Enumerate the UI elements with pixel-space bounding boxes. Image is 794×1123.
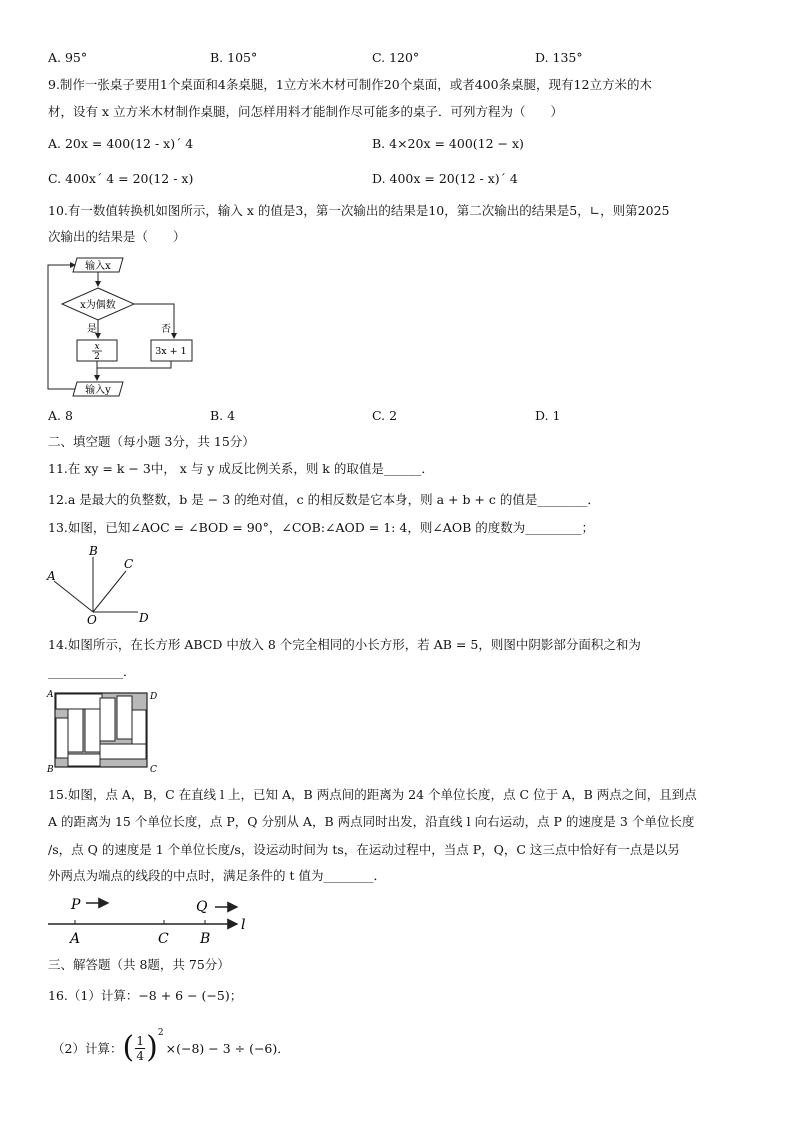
flow-yes-label: 是 <box>87 324 97 335</box>
label-o: O <box>87 613 97 626</box>
q8-option-d: D. 135° <box>535 50 583 65</box>
ray-oa <box>54 581 93 612</box>
section-3-heading: 三、解答题（共 8题，共 75分） <box>48 957 230 972</box>
paren-open: ( <box>122 1030 135 1065</box>
q9-option-d: D. 400x = 20(12 - x)´ 4 <box>372 171 518 186</box>
flow-condition-label: x为偶数 <box>80 300 116 311</box>
label-c: C <box>124 557 134 571</box>
small-rect-9 <box>68 754 100 766</box>
q13-text: 13.如图，已知∠AOC = ∠BOD = 90°，∠COB:∠AOD = 1: 4，则∠AOB 的度数为_________； <box>48 520 594 535</box>
ray-oc <box>93 571 126 612</box>
q15-stem-line3: /s，点 Q 的速度是 1 个单位长度/s，设运动时间为 ts，在运动过程中，当点 P，Q，C 这三点中恰好有一点是以另 <box>48 842 680 857</box>
label-l: l <box>241 917 246 933</box>
small-rect-8 <box>100 744 146 759</box>
fraction-denominator: 4 <box>136 1048 144 1063</box>
q13-angle-figure <box>42 544 162 626</box>
flow-even-num: x <box>94 342 100 352</box>
q14-stem-line1: 14.如图所示，在长方形 ABCD 中放入 8 个完全相同的小长方形，若 AB = 5，则图中阴影部分面积之和为 <box>48 637 641 652</box>
flow-even-den: 2 <box>94 352 100 362</box>
small-rect-6 <box>100 698 115 741</box>
q15-number-line-figure <box>44 892 264 948</box>
small-rect-5 <box>85 709 100 752</box>
small-rect-2 <box>117 696 132 739</box>
q10-stem-line1: 10.有一数值转换机如图所示，输入 x 的值是3，第一次输出的结果是10，第二次输出的结果是5，∟，则第2025 <box>48 203 670 218</box>
q16-part2 <box>52 1026 290 1070</box>
label-c: C <box>158 931 169 947</box>
flow-odd-label: 3x + 1 <box>155 346 187 357</box>
flow-output-label: 输入y <box>85 385 111 396</box>
q16-part1: 16.（1）计算：−8 + 6 − (−5)； <box>48 988 243 1003</box>
label-c: C <box>150 765 157 774</box>
paren-close: ) <box>146 1030 158 1065</box>
q16-part2-rest: ×(−8) − 3 ÷ (−6)． <box>165 1041 290 1056</box>
label-a: A <box>47 569 56 583</box>
exponent: 2 <box>157 1028 164 1038</box>
q10-option-c: C. 2 <box>372 408 398 423</box>
label-q: Q <box>196 899 208 915</box>
small-rect-4 <box>56 718 68 758</box>
q12-text: 12.a 是最大的负整数，b 是 − 3 的绝对值，c 的相反数是它本身，则 a + b + c 的值是________． <box>48 492 600 507</box>
flow-no-label: 否 <box>161 324 171 335</box>
q9-stem-line1: 9.制作一张桌子要用1个桌面和4条桌腿，1立方米木材可制作20个桌面，或者400条桌腿，现有12立方米的木 <box>48 77 652 92</box>
label-b: B <box>89 544 98 558</box>
q10-option-a: A. 8 <box>48 408 73 423</box>
q16-part2-prefix: （2）计算： <box>52 1041 123 1056</box>
label-d: D <box>139 611 149 625</box>
small-rect-3 <box>68 709 83 752</box>
fraction <box>135 1034 145 1063</box>
fraction-numerator: 1 <box>136 1033 144 1048</box>
q14-rectangle-figure <box>44 688 164 774</box>
q10-flowchart <box>40 252 210 404</box>
q8-option-a: A. 95° <box>48 50 88 65</box>
label-b: B <box>47 765 54 774</box>
label-a: A <box>47 690 54 700</box>
label-b: B <box>200 931 211 947</box>
q8-option-c: C. 120° <box>372 50 420 65</box>
q9-option-b: B. 4×20x = 400(12 − x) <box>372 136 524 151</box>
q11-text: 11.在 xy = k − 3中， x 与 y 成反比例关系，则 k 的取值是______． <box>48 461 434 476</box>
q15-stem-line4: 外两点为端点的线段的中点时，满足条件的 t 值为________． <box>48 868 386 883</box>
q14-stem-line2: ____________． <box>48 664 136 679</box>
small-rect-1 <box>56 694 102 709</box>
q8-option-b: B. 105° <box>210 50 258 65</box>
label-d: D <box>150 692 158 702</box>
q10-stem-line2: 次输出的结果是（ ） <box>48 229 186 244</box>
flow-input-label: 输入x <box>85 261 111 272</box>
q9-option-c: C. 400x´ 4 = 20(12 - x) <box>48 171 194 186</box>
section-2-heading: 二、填空题（每小题 3分，共 15分） <box>48 434 255 449</box>
q10-option-d: D. 1 <box>535 408 561 423</box>
label-a: A <box>70 931 81 947</box>
q15-stem-line1: 15.如图，点 A，B，C 在直线 l 上，已知 A，B 两点间的距离为 24 个单位长度，点 C 位于 A，B 两点之间，且到点 <box>48 787 697 802</box>
label-p: P <box>71 897 81 913</box>
q10-option-b: B. 4 <box>210 408 236 423</box>
q9-stem-line2: 材，设有 x 立方米木材制作桌腿，问怎样用料才能制作尽可能多的桌子．可列方程为（ ） <box>48 104 563 119</box>
q15-stem-line2: A 的距离为 15 个单位长度，点 P，Q 分别从 A，B 两点同时出发，沿直线 l 向右运动，点 P 的速度是 3 个单位长度 <box>48 814 695 829</box>
q9-option-a: A. 20x = 400(12 - x)´ 4 <box>48 136 194 151</box>
